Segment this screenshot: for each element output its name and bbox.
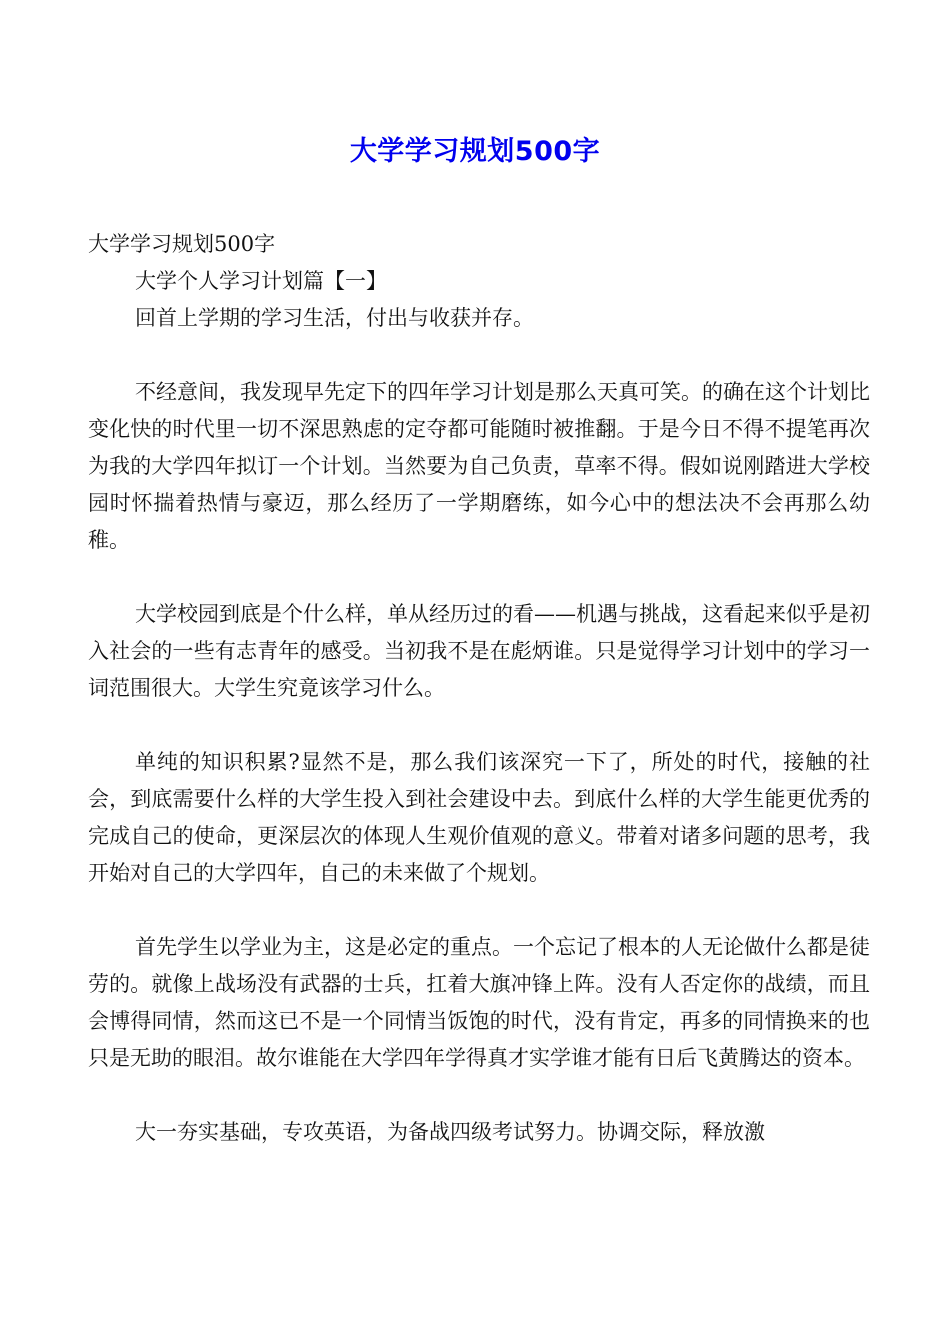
section-heading: 大学个人学习计划篇【一】 <box>135 269 387 293</box>
paragraph-5: 大一夯实基础，专攻英语，为备战四级考试努力。协调交际，释放激 <box>135 1120 765 1144</box>
paragraph-3: 单纯的知识积累?显然不是，那么我们该深究一下了，所处的时代，接触的社会，到底需要什么样的大学生投入到社会建设中去。到底什么样的大学生能更优秀的完成自己的使命，更深层次的体现人生观价值观的意义。带着对诸多问题的思考，我开始对自己的大学四年，自己的未来做了个规划。 <box>88 750 870 885</box>
intro-line: 回首上学期的学习生活，付出与收获并存。 <box>135 306 534 330</box>
paragraph-4: 首先学生以学业为主，这是必定的重点。一个忘记了根本的人无论做什么都是徒劳的。就像上战场没有武器的士兵，扛着大旗冲锋上阵。没有人否定你的战绩，而且会博得同情，然而这已不是一个同情当饭饱的时代，没有肯定，再多的同情换来的也只是无助的眼泪。故尔谁能在大学四年学得真才实学谁才能有日后飞黄腾达的资本。 <box>88 935 870 1070</box>
paragraph-1: 不经意间，我发现早先定下的四年学习计划是那么天真可笑。的确在这个计划比变化快的时代里一切不深思熟虑的定夺都可能随时被推翻。于是今日不得不提笔再次为我的大学四年拟订一个计划。当然要为自己负责，草率不得。假如说刚踏进大学校园时怀揣着热情与豪迈，那么经历了一学期磨练，如今心中的想法决不会再那么幼稚。 <box>88 380 870 552</box>
document-subtitle: 大学学习规划500字 <box>88 232 276 256</box>
paragraph-2: 大学校园到底是个什么样，单从经历过的看——机遇与挑战，这看起来似乎是初入社会的一些有志青年的感受。当初我不是在彪炳谁。只是觉得学习计划中的学习一词范围很大。大学生究竟该学习什么。 <box>88 602 870 700</box>
document-title: 大学学习规划500字 <box>349 136 601 167</box>
document-body <box>88 226 870 1188</box>
